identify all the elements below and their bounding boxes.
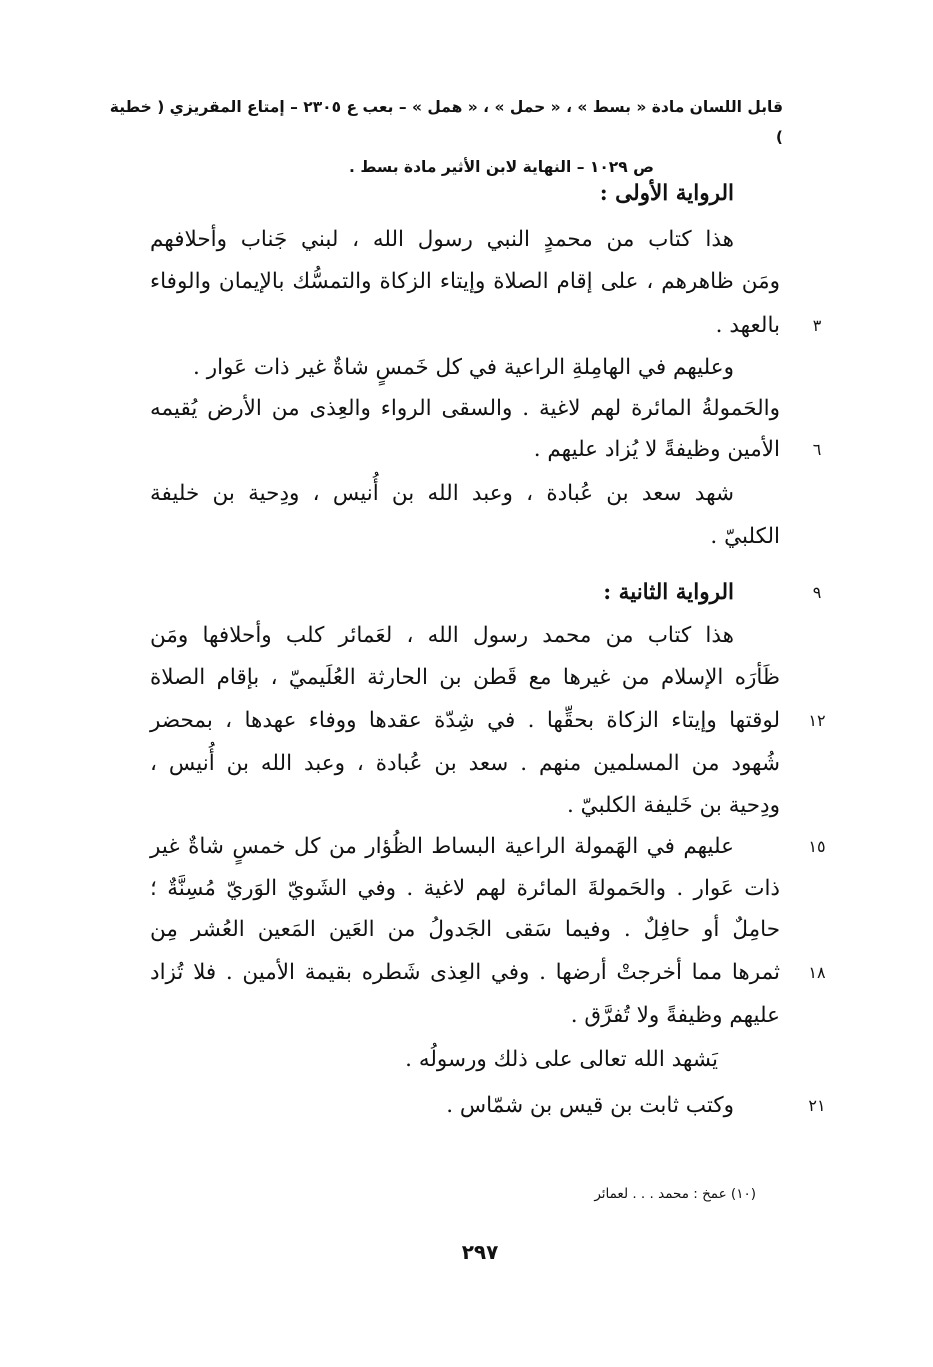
line-number: ١٨ xyxy=(808,963,826,982)
source-header xyxy=(100,92,783,182)
text-line: الأمين وظيفةً لا يُزاد عليهم . xyxy=(533,437,780,462)
line-number: ١٥ xyxy=(808,837,826,856)
text-line: عليهم في الهَمولة الراعية البساط الظُؤار من كل خمسٍ شاةٌ غير xyxy=(150,834,734,859)
footnote: (١٠) عمخ : محمد . . . لعمائر xyxy=(594,1186,756,1202)
text-line: بالعهد . xyxy=(715,313,780,338)
text-line: شُهود من المسلمين منهم . سعد بن عُبادة ، وعبد الله بن أُنيس ، xyxy=(150,751,780,776)
line-number: ٣ xyxy=(812,316,822,335)
section-heading-first: الرواية الأولى : xyxy=(599,181,734,206)
text-line: هذا كتاب من محمدٍ النبي رسول الله ، لبني جَناب وأحلافهم xyxy=(150,227,734,252)
text-line: لوقتها وإيتاء الزكاة بحقِّها . في شِدّة عقدها ووفاء عهدها ، بمحضر xyxy=(150,708,780,733)
text-line: يَشهد الله تعالى على ذلك ورسولُه . xyxy=(405,1047,718,1072)
text-line: حامِلٌ أو حافِلٌ . وفيما سَقى الجَدولُ من العَين المَعين العُشر مِن xyxy=(150,917,780,942)
text-line: وعليهم في الهامِلةِ الراعية في كل خَمسٍ شاةٌ غير ذات عَوار . xyxy=(193,355,734,380)
text-line: عليهم وظيفةً ولا تُفرَّق . xyxy=(570,1003,780,1028)
text-line: شهد سعد بن عُبادة ، وعبد الله بن أُنيس ، ودِحية بن خليفة xyxy=(150,481,734,506)
text-line: ذات عَوار . والحَمولةَ المائرة لهم لاغية . وفي الشَويّ الوَريّ مُسِنَّةٌ ؛ xyxy=(150,876,780,901)
text-line: ثمرها مما أخرجتْ أرضها . وفي العِذى شَطره بقيمة الأمين . فلا تُزاد xyxy=(150,960,780,985)
text-line: ظَأرَه الإسلام من غيرها مع قَطن بن الحارثة العُلَيميّ ، بإقام الصلاة xyxy=(150,665,780,690)
line-number: ١٢ xyxy=(808,711,826,730)
header-line-1: قابل اللسان مادة « بسط » ، « حمل » ، « همل » – بعب ع ٢٣٠٥ – إمتاع المقريزي ( خطية ) xyxy=(109,98,783,146)
text-line: ومَن ظاهرهم ، على إقام الصلاة وإيتاء الزكاة والتمسُّك بالإيمان والوفاء xyxy=(150,269,780,294)
text-line: الكلبيّ . xyxy=(710,524,780,549)
text-line: والحَمولةُ المائرة لهم لاغية . والسقى الرواء والعِذى من الأرض يُقيمه xyxy=(150,396,780,421)
text-line: هذا كتاب من محمد رسول الله ، لعَمائر كلب وأحلافها ومَن xyxy=(150,623,734,648)
line-number: ٩ xyxy=(812,583,822,602)
text-line: ودِحية بن خَليفة الكلبيّ . xyxy=(566,793,780,818)
section-heading-second: الرواية الثانية : xyxy=(603,580,734,605)
page-number: ٢٩٧ xyxy=(461,1240,499,1264)
line-number: ٢١ xyxy=(808,1096,826,1115)
text-line: وكتب ثابت بن قيس بن شمّاس . xyxy=(446,1093,734,1118)
line-number: ٦ xyxy=(812,440,822,459)
header-line-2: ص ١٠٢٩ – النهاية لابن الأثير مادة بسط . xyxy=(349,158,654,176)
